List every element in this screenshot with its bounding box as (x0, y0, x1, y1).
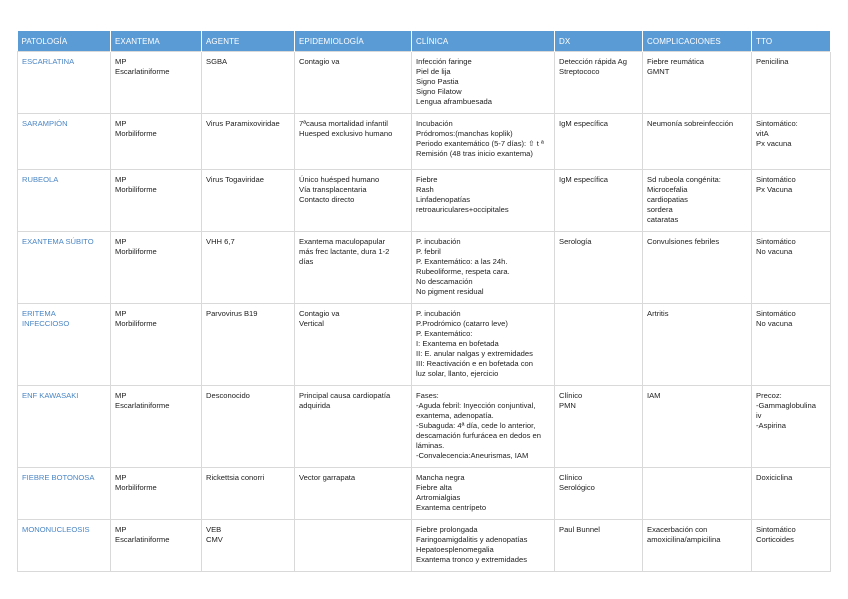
header-row (18, 31, 831, 52)
cell-line: Signo Filatow (416, 87, 462, 96)
cell-exantema (111, 232, 202, 304)
cell-line: CMV (206, 535, 223, 544)
header-tto: TTO (752, 31, 831, 52)
cell-line: Serología (559, 237, 592, 246)
cell-line: ENF KAWASAKI (22, 391, 79, 400)
table-row (18, 114, 831, 170)
cell-line: GMNT (647, 67, 670, 76)
header-exantema: EXANTEMA (111, 31, 202, 52)
cell-line: Px Vacuna (756, 185, 793, 194)
cell-line: sordera (647, 205, 673, 214)
cell-line: Parvovirus B19 (206, 309, 258, 318)
cell-complicaciones (643, 170, 752, 232)
table-row (18, 520, 831, 572)
cell-line: SARAMPIÓN (22, 119, 68, 128)
cell-line: INFECCIOSO (22, 319, 70, 328)
cell-line: Contagio va (299, 309, 340, 318)
cell-line: Remisión (48 tras inicio exantema) (416, 149, 533, 158)
cell-line: MP (115, 57, 127, 66)
cell-line: P.Prodrómico (catarro leve) (416, 319, 508, 328)
cell-complicaciones (643, 232, 752, 304)
cell-patologia (18, 170, 111, 232)
cell-line: Clínico (559, 473, 583, 482)
cell-patologia (18, 52, 111, 114)
cell-line: Penicilina (756, 57, 789, 66)
cell-line: cataratas (647, 215, 679, 224)
cell-line: Hepatoesplenomegalia (416, 545, 494, 554)
cell-line: Escarlatiniforme (115, 401, 170, 410)
cell-line: IgM específica (559, 119, 608, 128)
cell-dx (555, 304, 643, 386)
cell-line: IAM (647, 391, 661, 400)
table-row (18, 304, 831, 386)
cell-line: MP (115, 473, 127, 482)
cell-epidemiologia (295, 114, 412, 170)
cell-line: Fiebre reumática (647, 57, 704, 66)
cell-clinica (412, 114, 555, 170)
cell-epidemiologia (295, 468, 412, 520)
cell-tto (752, 170, 831, 232)
cell-line: retroauriculares+occipitales (416, 205, 509, 214)
cell-dx (555, 52, 643, 114)
cell-line: Fiebre alta (416, 483, 452, 492)
cell-line: VEB (206, 525, 222, 534)
cell-tto (752, 114, 831, 170)
cell-line: adquirida (299, 401, 331, 410)
cell-line: Escarlatiniforme (115, 67, 170, 76)
cell-patologia (18, 468, 111, 520)
cell-line: Corticoides (756, 535, 794, 544)
cell-clinica (412, 170, 555, 232)
cell-complicaciones (643, 386, 752, 468)
cell-line: Signo Pastia (416, 77, 459, 86)
cell-line: IgM específica (559, 175, 608, 184)
cell-line: PMN (559, 401, 576, 410)
cell-line: Detección rápida Ag (559, 57, 627, 66)
cell-line: Periodo exantemático (5-7 días): ⇧ t ª (416, 139, 544, 148)
cell-line: P. Exantemático: a las 24h. (416, 257, 508, 266)
cell-line: Virus Paramixoviridae (206, 119, 280, 128)
disease-table-container (17, 31, 830, 572)
cell-line: Rickettsia conorri (206, 473, 265, 482)
header-patologia: PATOLOGÍA (18, 31, 111, 52)
cell-line: Sd rubeola congénita: (647, 175, 721, 184)
cell-line: No descamación (416, 277, 473, 286)
cell-line: amoxicilina/ampicilina (647, 535, 721, 544)
cell-line: Contacto directo (299, 195, 355, 204)
cell-line: Piel de lija (416, 67, 451, 76)
cell-line: Convulsiones febriles (647, 237, 720, 246)
cell-line: Huesped exclusivo humano (299, 129, 393, 138)
cell-line: SGBA (206, 57, 228, 66)
cell-epidemiologia (295, 52, 412, 114)
cell-line: más frec lactante, dura 1-2 (299, 247, 390, 256)
cell-line: Linfadenopatías (416, 195, 471, 204)
cell-line: Precoz: (756, 391, 782, 400)
table-row (18, 386, 831, 468)
cell-line: Pródromos:(manchas koplik) (416, 129, 513, 138)
cell-line: Clínico (559, 391, 583, 400)
cell-line: No vacuna (756, 319, 793, 328)
cell-line: P. incubación (416, 309, 461, 318)
cell-clinica (412, 520, 555, 572)
table-row (18, 232, 831, 304)
table-row (18, 468, 831, 520)
cell-line: -Gammaglobulina (756, 401, 816, 410)
cell-line: Vertical (299, 319, 324, 328)
cell-line: Exantema tronco y extremidades (416, 555, 528, 564)
cell-line: Contagio va (299, 57, 340, 66)
cell-line: Fases: (416, 391, 439, 400)
cell-agente (202, 232, 295, 304)
cell-agente (202, 114, 295, 170)
cell-line: VHH 6,7 (206, 237, 235, 246)
cell-line: RUBEOLA (22, 175, 59, 184)
cell-agente (202, 170, 295, 232)
cell-line: EXANTEMA SÚBITO (22, 237, 94, 246)
cell-line: Fiebre prolongada (416, 525, 478, 534)
cell-patologia (18, 114, 111, 170)
cell-line: Artromialgias (416, 493, 461, 502)
cell-line: MP (115, 175, 127, 184)
header-epidemiologia: EPIDEMIOLOGÍA (295, 31, 412, 52)
cell-tto (752, 386, 831, 468)
cell-epidemiologia (295, 304, 412, 386)
cell-complicaciones (643, 52, 752, 114)
cell-exantema (111, 386, 202, 468)
cell-line: Incubación (416, 119, 453, 128)
cell-patologia (18, 304, 111, 386)
cell-line: Rubeoliforme, respeta cara. (416, 267, 510, 276)
cell-line: Px vacuna (756, 139, 792, 148)
cell-agente (202, 468, 295, 520)
cell-tto (752, 520, 831, 572)
cell-dx (555, 468, 643, 520)
cell-line: Vector garrapata (299, 473, 356, 482)
cell-line: -Aspirina (756, 421, 786, 430)
cell-dx (555, 520, 643, 572)
cell-agente (202, 386, 295, 468)
cell-exantema (111, 304, 202, 386)
cell-line: MONONUCLEOSIS (22, 525, 90, 534)
cell-line: Rash (416, 185, 434, 194)
cell-line: Virus Togaviridae (206, 175, 264, 184)
cell-line: FIEBRE BOTONOSA (22, 473, 95, 482)
cell-line: Vía transplacentaria (299, 185, 367, 194)
cell-clinica (412, 304, 555, 386)
cell-line: II: E. anular nalgas y extremidades (416, 349, 533, 358)
cell-line: No vacuna (756, 247, 793, 256)
cell-line: 7ªcausa mortalidad infantil (299, 119, 388, 128)
cell-epidemiologia (295, 520, 412, 572)
cell-epidemiologia (295, 170, 412, 232)
cell-tto (752, 304, 831, 386)
table-row (18, 52, 831, 114)
cell-exantema (111, 468, 202, 520)
cell-line: P. febril (416, 247, 441, 256)
cell-line: Morbiliforme (115, 319, 157, 328)
table-row (18, 170, 831, 232)
cell-line: Lengua aframbuesada (416, 97, 492, 106)
cell-dx (555, 232, 643, 304)
cell-clinica (412, 468, 555, 520)
cell-line: MP (115, 391, 127, 400)
cell-line: Sintomático: (756, 119, 798, 128)
header-complicaciones: COMPLICACIONES (643, 31, 752, 52)
cell-complicaciones (643, 304, 752, 386)
cell-line: Único huésped humano (299, 175, 380, 184)
cell-complicaciones (643, 520, 752, 572)
cell-line: MP (115, 119, 127, 128)
cell-line: Escarlatiniforme (115, 535, 170, 544)
cell-line: -Convalecencia:Aneurismas, IAM (416, 451, 529, 460)
cell-line: Infección faringe (416, 57, 472, 66)
cell-line: Principal causa cardiopatía (299, 391, 391, 400)
cell-line: MP (115, 525, 127, 534)
cell-exantema (111, 52, 202, 114)
cell-line: Exantema maculopapular (299, 237, 386, 246)
cell-epidemiologia (295, 232, 412, 304)
cell-tto (752, 232, 831, 304)
cell-line: P. Exantemático: (416, 329, 473, 338)
header-agente: AGENTE (202, 31, 295, 52)
cell-line: -Subaguda: 4ª día, cede lo anterior, (416, 421, 536, 430)
header-dx: DX (555, 31, 643, 52)
disease-table (17, 31, 831, 572)
cell-patologia (18, 232, 111, 304)
cell-line: Morbiliforme (115, 247, 157, 256)
cell-epidemiologia (295, 386, 412, 468)
cell-line: ESCARLATINA (22, 57, 75, 66)
cell-clinica (412, 386, 555, 468)
cell-patologia (18, 520, 111, 572)
cell-line: P. incubación (416, 237, 461, 246)
cell-line: Sintomático (756, 175, 796, 184)
cell-agente (202, 520, 295, 572)
cell-complicaciones (643, 468, 752, 520)
cell-line: Morbiliforme (115, 129, 157, 138)
cell-line: Microcefalia (647, 185, 688, 194)
header-clinica: CLÍNICA (412, 31, 555, 52)
cell-line: Desconocido (206, 391, 250, 400)
cell-complicaciones (643, 114, 752, 170)
cell-line: Sintomático (756, 237, 796, 246)
cell-exantema (111, 170, 202, 232)
cell-line: descamación furfurácea en dedos en (416, 431, 541, 440)
cell-line: ERITEMA (22, 309, 56, 318)
cell-line: luz solar, llanto, ejercicio (416, 369, 499, 378)
cell-clinica (412, 232, 555, 304)
cell-agente (202, 52, 295, 114)
cell-line: III: Reactivación e en bofetada con (416, 359, 533, 368)
cell-patologia (18, 386, 111, 468)
cell-line: MP (115, 237, 127, 246)
cell-line: No pigment residual (416, 287, 484, 296)
cell-line: exantema, adenopatía. (416, 411, 494, 420)
cell-dx (555, 170, 643, 232)
cell-line: -Aguda febril: Inyección conjuntival, (416, 401, 536, 410)
cell-line: Neumonía sobreinfección (647, 119, 734, 128)
cell-line: I: Exantema en bofetada (416, 339, 499, 348)
cell-line: Mancha negra (416, 473, 465, 482)
cell-line: Exantema centrípeto (416, 503, 487, 512)
cell-line: Sintomático (756, 309, 796, 318)
cell-line: Doxiciclina (756, 473, 793, 482)
cell-line: Artritis (647, 309, 669, 318)
cell-dx (555, 386, 643, 468)
cell-tto (752, 468, 831, 520)
cell-line: cardiopatias (647, 195, 688, 204)
cell-line: láminas. (416, 441, 445, 450)
cell-clinica (412, 52, 555, 114)
cell-line: Morbiliforme (115, 483, 157, 492)
cell-line: vitA (756, 129, 769, 138)
cell-line: Sintomático (756, 525, 796, 534)
cell-line: Fiebre (416, 175, 438, 184)
cell-tto (752, 52, 831, 114)
cell-exantema (111, 520, 202, 572)
cell-exantema (111, 114, 202, 170)
cell-line: Morbiliforme (115, 185, 157, 194)
cell-line: MP (115, 309, 127, 318)
cell-dx (555, 114, 643, 170)
cell-line: días (299, 257, 314, 266)
cell-line: iv (756, 411, 762, 420)
cell-line: Faringoamigdalitis y adenopatías (416, 535, 528, 544)
cell-line: Paul Bunnel (559, 525, 600, 534)
cell-agente (202, 304, 295, 386)
cell-line: Serológico (559, 483, 595, 492)
cell-line: Streptococo (559, 67, 600, 76)
cell-line: Exacerbación con (647, 525, 708, 534)
